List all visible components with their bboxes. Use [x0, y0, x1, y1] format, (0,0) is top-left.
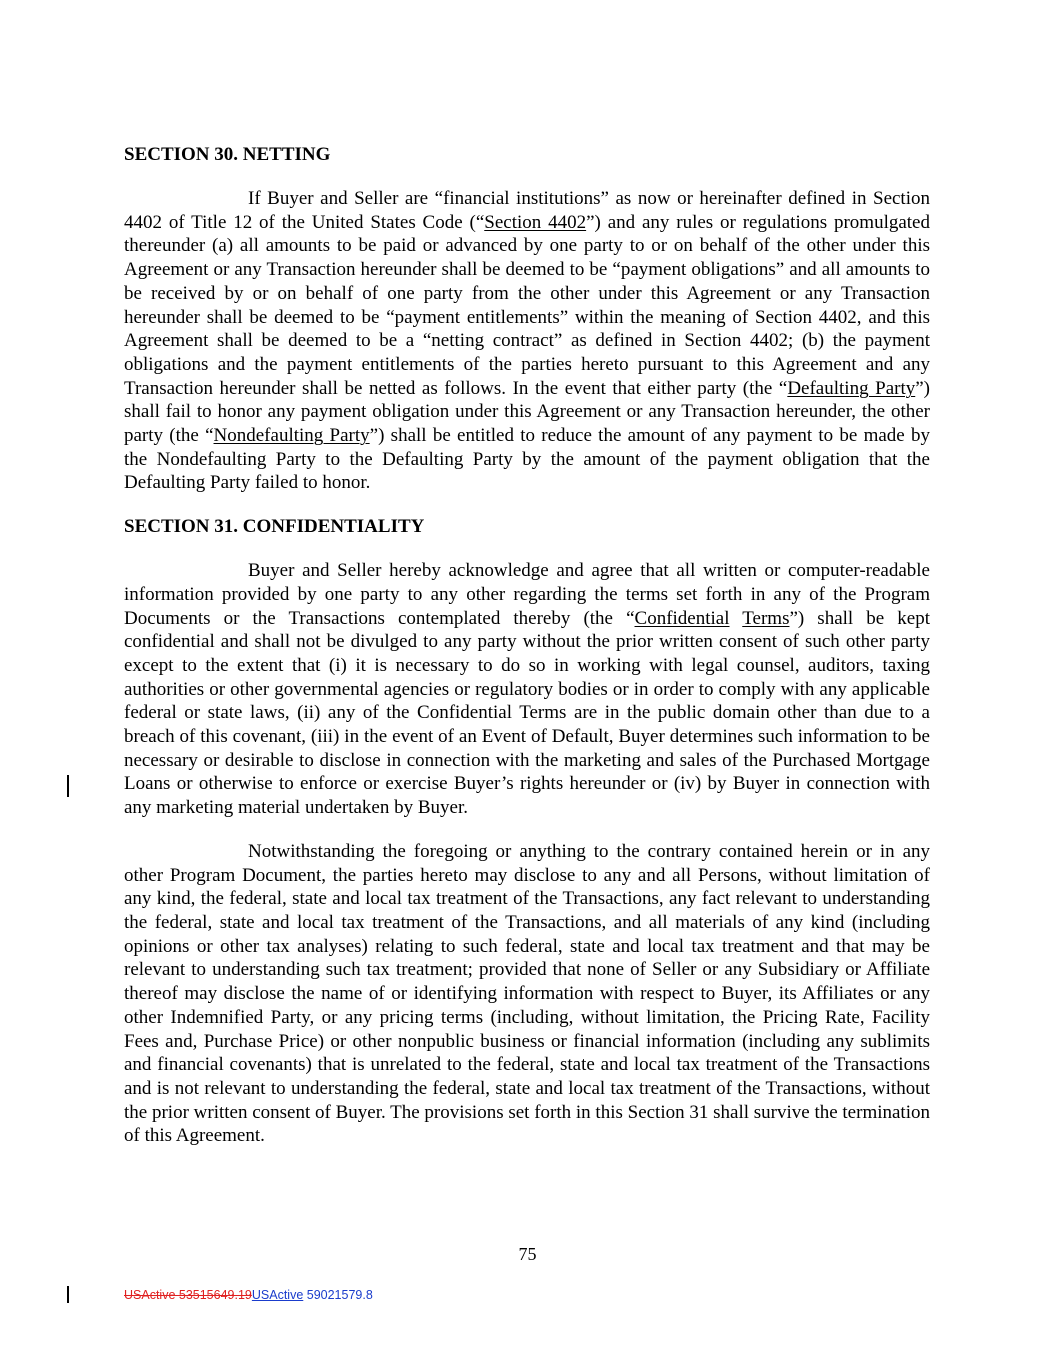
page-number: 75 [518, 1244, 537, 1264]
document-page [124, 143, 930, 1168]
defined-term-terms: Terms [742, 607, 790, 629]
defined-term-defaulting-party: Defaulting Party [787, 377, 916, 399]
section-31-heading: SECTION 31. CONFIDENTIALITY [124, 516, 425, 538]
footer-change-bar [67, 1286, 69, 1303]
document-id-footer [124, 1288, 373, 1302]
defined-term-section-4402: Section 4402 [484, 211, 587, 233]
revision-change-bar [67, 775, 69, 797]
section-30-heading: SECTION 30. NETTING [124, 144, 331, 165]
section-30-paragraph [124, 187, 930, 495]
text-run: Buyer and Seller hereby acknowledge and agree that all written or computer-readable information provided by one party to any other regarding the terms set forth in any of the Program Documents or the Transactions contemplated thereby (the “ [124, 560, 930, 629]
text-run: ”) shall be kept confidential and shall not be divulged to any party without the prior written consent of such other party except to the extent that (i) it is necessary to do so in working with legal counsel, auditors, taxing authorities or other governmental agencies or regulatory bodies or in order to comply with any applicable federal or state laws, (ii) any of the Confidential Terms are in the public domain other than due to a breach of this covenant, (iii) in the event of an Event of Default, Buyer determines such information to be necessary or desirable to disclose in connection with the marketing and sales of the Purchased Mortgage Loans or otherwise to enforce or exercise Buyer’s rights hereunder or (iv) by Buyer in connection with any marketing material undertaken by Buyer. [124, 607, 931, 819]
text-run: ”) and any rules or regulations promulgated thereunder (a) all amounts to be paid or advanced by one party to or on behalf of the other under this Agreement or any Transaction hereunder shall be deemed to be “payment obligations” and all amounts to be received by or on behalf of one party from the other under this Agreement or any Transaction hereunder shall be deemed to be “payment entitlements” within the meaning of Section 4402, and this Agreement shall be deemed to be a “netting contract” as defined in Section 4402; (b) the payment obligations and the payment entitlements of the parties hereto pursuant to this Agreement and any Transaction hereunder shall be netted as follows. In the event that either party (the “ [124, 211, 930, 399]
section-31-paragraph-2: Notwithstanding the foregoing or anything to the contrary contained herein or in any other Program Document, the parties hereto may disclose to any and all Persons, without limitation of any kind, the federal, state and local tax treatment of the Transactions, any fact relevant to understanding the federal, state and local tax treatment of the Transactions, and all materials of any kind (including opinions or other tax analyses) relating to such federal, state and local tax treatment and that may be relevant to understanding such tax treatment; provided that none of Seller or any Subsidiary or Affiliate thereof may disclose the name of or identifying information with respect to Buyer, its Affiliates or any other Indemnified Party, or any pricing terms (including, without limitation, the Pricing Rate, Facility Fees and, Purchase Price) or other nonpublic business or financial information (including any sublimits and financial covenants) that is unrelated to the federal, state and local tax treatment of the Transactions and is not relevant to understanding the federal, state and local tax treatment of the Transactions, without the prior written consent of Buyer. The provisions set forth in this Section 31 shall survive the termination of this Agreement. [124, 840, 930, 1147]
defined-term-nondefaulting-party: Nondefaulting Party [213, 425, 370, 447]
deleted-document-id: USActive 53515649.19 [124, 1288, 252, 1302]
inserted-document-tag: USActive [251, 1288, 304, 1302]
section-31-paragraph-1 [124, 559, 930, 820]
text-run: ”) shall fail to honor any payment obligation under this Agreement or any Transaction hereunder, the other party (the “ [124, 377, 930, 447]
defined-term-confidential: Confidential [634, 607, 730, 629]
inserted-document-id: 59021579.8 [303, 1288, 373, 1302]
text-run: ”) shall be entitled to reduce the amount of any payment to be made by the Nondefaulting Party to the Defaulting Party by the amount of the payment obligation that the Defaulting Party failed to honor. [124, 425, 930, 494]
text-run: If Buyer and Seller are “financial institutions” as now or hereinafter defined in Section 4402 of Title 12 of the United States Code (“ [124, 188, 930, 233]
